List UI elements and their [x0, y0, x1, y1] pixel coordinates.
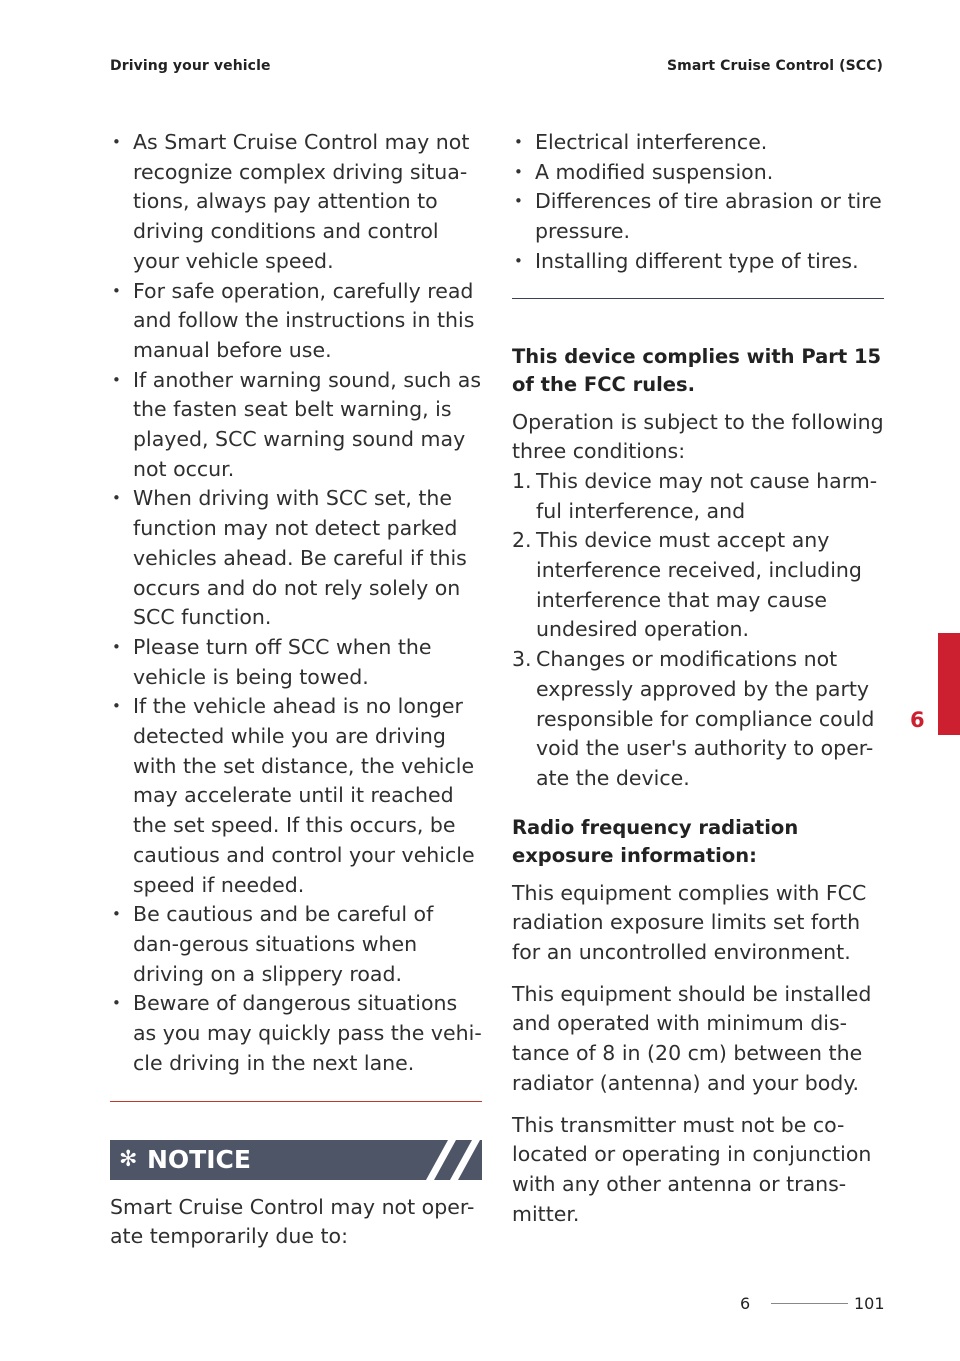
rf-paragraph: This equipment should be installed and operated with minimum dis-tance of 8 in (20 cm) between the radiator (antenna) and your body. — [512, 981, 872, 1095]
fcc-conditions-list — [512, 467, 884, 794]
diagonal-stripes-icon — [412, 1140, 482, 1180]
list-number: 2. — [512, 528, 532, 553]
footer-divider — [771, 1303, 848, 1304]
list-number: 1. — [512, 468, 532, 493]
list-text: This device may not cause harm-ful interference, and — [536, 468, 878, 523]
fcc-intro: Operation is subject to the following three conditions: — [512, 409, 884, 464]
list-item — [512, 526, 884, 645]
list-item: • A modified suspension. — [512, 158, 884, 188]
right-column — [512, 128, 884, 1229]
list-item: • If the vehicle ahead is no longer detected while you are driving with the set distance, the vehicle may accelerate until it reached the set speed. If this occurs, be cautious and control your vehicle speed if needed. — [110, 692, 482, 900]
notice-banner — [110, 1140, 482, 1180]
rf-exposure-heading: Radio frequency radiation exposure information: — [512, 815, 799, 867]
left-column — [110, 128, 482, 1252]
list-item: • If another warning sound, such as the fasten seat belt warning, is played, SCC warning sound may not occur. — [110, 366, 482, 485]
list-item: • Please turn off SCC when the vehicle is being towed. — [110, 633, 482, 692]
chapter-side-number: 6 — [910, 708, 925, 732]
list-text: Changes or modifications not expressly approved by the party responsible for compliance could void the user's authority to oper-ate the device. — [536, 647, 875, 790]
notice-end-divider — [512, 298, 884, 299]
asterisk-icon: ✻ — [119, 1146, 138, 1172]
caution-bullet-list — [110, 128, 482, 1079]
list-number: 3. — [512, 647, 532, 672]
list-item: • Be cautious and be careful of dan-gerous situations when driving on a slippery road. — [110, 900, 482, 989]
list-text: This device must accept any interference received, including interference that may cause undesired operation. — [536, 528, 862, 642]
footer-chapter-number: 6 — [740, 1294, 751, 1313]
rf-paragraph: This transmitter must not be co-located or operating in conjunction with any other antenna or trans-mitter. — [512, 1112, 872, 1226]
fcc-heading: This device complies with Part 15 of the FCC rules. — [512, 344, 882, 396]
footer-page-number: 101 — [854, 1294, 885, 1313]
list-item — [512, 467, 884, 526]
list-item: • Beware of dangerous situations as you may quickly pass the vehi-cle driving in the next lane. — [110, 989, 482, 1078]
list-item: • As Smart Cruise Control may not recognize complex driving situa-tions, always pay attention to driving conditions and control your vehicle speed. — [110, 128, 482, 277]
running-header-section: Driving your vehicle — [110, 58, 271, 74]
notice-text: Smart Cruise Control may not oper-ate temporarily due to: — [110, 1194, 475, 1249]
list-item — [512, 645, 884, 794]
chapter-side-tab — [938, 633, 960, 735]
rf-paragraph: This equipment complies with FCC radiation exposure limits set forth for an uncontrolled environment. — [512, 880, 867, 965]
running-header-chapter-title: Smart Cruise Control (SCC) — [666, 58, 883, 74]
list-item: • When driving with SCC set, the function may not detect parked vehicles ahead. Be careful if this occurs and do not rely solely on SCC function. — [110, 484, 482, 633]
cause-bullet-list — [512, 128, 884, 277]
list-item: • For safe operation, carefully read and follow the instructions in this manual before use. — [110, 277, 482, 366]
list-item: • Installing different type of tires. — [512, 247, 884, 277]
list-item: • Differences of tire abrasion or tire pressure. — [512, 187, 884, 246]
list-item: • Electrical interference. — [512, 128, 884, 158]
section-divider — [110, 1101, 482, 1102]
notice-title: NOTICE — [147, 1144, 251, 1174]
